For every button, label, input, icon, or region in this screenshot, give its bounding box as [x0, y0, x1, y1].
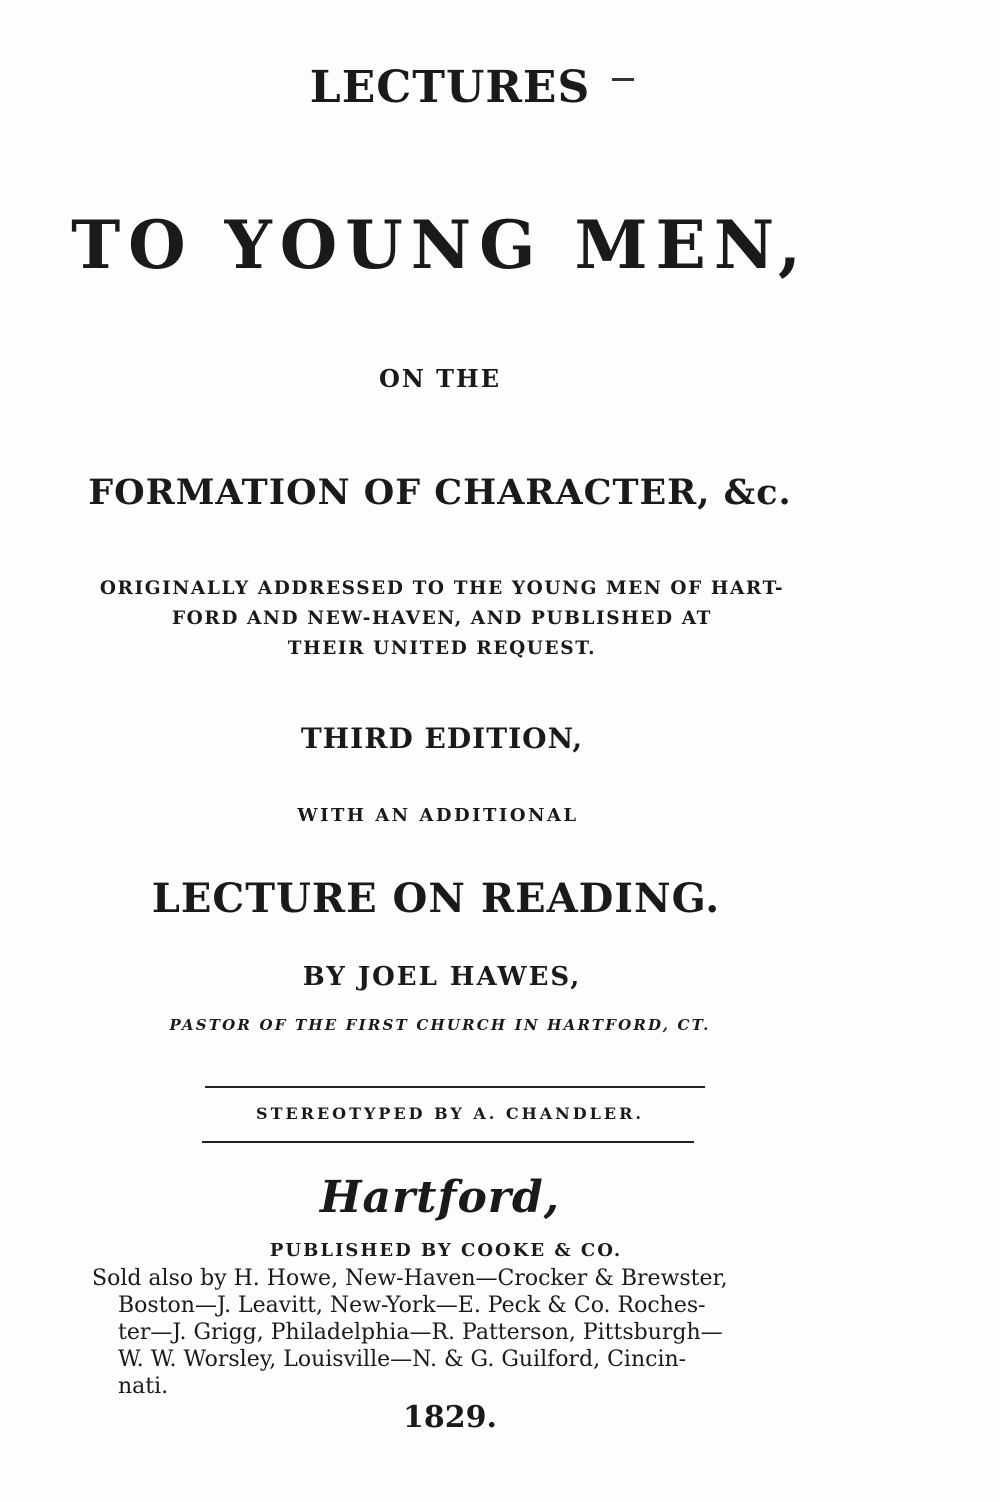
publisher-line: PUBLISHED BY COOKE & CO.	[269, 1240, 623, 1261]
sellers-line-3: ter—J. Grigg, Philadelphia—R. Patterson, Pittsburgh—	[118, 1320, 723, 1345]
imprint-place: Hartford,	[319, 1172, 561, 1223]
sellers-line-4: W. W. Worsley, Louisville—N. & G. Guilford, Cincin-	[118, 1347, 687, 1372]
rule-top	[205, 1086, 705, 1088]
title-lectures: LECTURES	[309, 62, 591, 113]
author-title: PASTOR OF THE FIRST CHURCH IN HARTFORD, CT.	[169, 1016, 711, 1034]
edition-statement: THIRD EDITION,	[300, 722, 584, 755]
origin-note-line-1: ORIGINALLY ADDRESSED TO THE YOUNG MEN OF HART-	[99, 578, 785, 599]
sellers-line-1: Sold also by H. Howe, New-Haven—Crocker & Brewster,	[92, 1266, 728, 1291]
origin-note-line-2: FORD AND NEW-HAVEN, AND PUBLISHED AT	[171, 608, 713, 629]
subtitle-on-the: ON THE	[378, 364, 502, 393]
stereotyped-note: STEREOTYPED BY A. CHANDLER.	[256, 1104, 644, 1123]
origin-note-line-3: THEIR UNITED REQUEST.	[287, 638, 597, 659]
sellers-line-5: nati.	[118, 1374, 169, 1399]
lecture-on-reading: LECTURE ON READING.	[151, 875, 721, 922]
imprint-year: 1829.	[403, 1400, 497, 1435]
title-to-young-men: TO YOUNG MEN,	[71, 206, 809, 284]
stray-dash-mark	[612, 78, 634, 81]
rule-bottom	[202, 1141, 694, 1143]
with-additional: WITH AN ADDITIONAL	[297, 805, 579, 826]
sellers-line-2: Boston—J. Leavitt, New-York—E. Peck & Co. Roches-	[118, 1293, 706, 1318]
author-byline: BY JOEL HAWES,	[302, 962, 582, 992]
subtitle-formation: FORMATION OF CHARACTER, &c.	[88, 472, 792, 513]
